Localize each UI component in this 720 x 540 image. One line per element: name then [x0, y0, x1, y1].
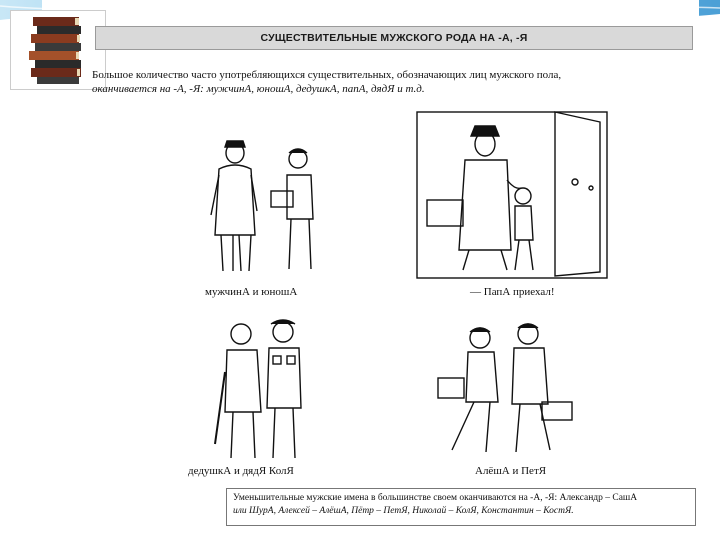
- illustration-grandpa-and-uncle: [205, 312, 315, 462]
- intro-text: [92, 68, 702, 96]
- illustration-man-and-youth: [195, 135, 335, 275]
- caption-dad-arrived: — ПапА приехал!: [470, 286, 555, 298]
- illustration-dad-arrived: [415, 110, 610, 280]
- intro-line-2: оканчивается на -А, -Я: мужчинА, юношА, дедушкА, папА, дядЯ и т.д.: [92, 83, 425, 95]
- page-title: СУЩЕСТВИТЕЛЬНЫЕ МУЖСКОГО РОДА НА -А, -Я: [260, 32, 528, 44]
- note-line-1: Уменьшительные мужские имена в большинстве своем оканчиваются на -А, -Я: Александр – СашА: [233, 493, 638, 503]
- diminutive-names-note: [226, 488, 696, 526]
- title-bar: [95, 26, 693, 50]
- intro-line-1: Большое количество часто употребляющихся существительных, обозначающих лиц мужского пола,: [92, 69, 562, 81]
- caption-man-and-youth: мужчинА и юношА: [205, 286, 298, 298]
- illustration-alyosha-and-petya: [432, 318, 582, 458]
- caption-alyosha-and-petya: АлёшА и ПетЯ: [475, 465, 547, 477]
- caption-grandpa-and-uncle: дедушкА и дядЯ КолЯ: [188, 465, 294, 477]
- note-line-2: или ШурА, Алексей – АлёшА, Пётр – ПетЯ, Николай – КолЯ, Константин – КостЯ.: [233, 506, 574, 516]
